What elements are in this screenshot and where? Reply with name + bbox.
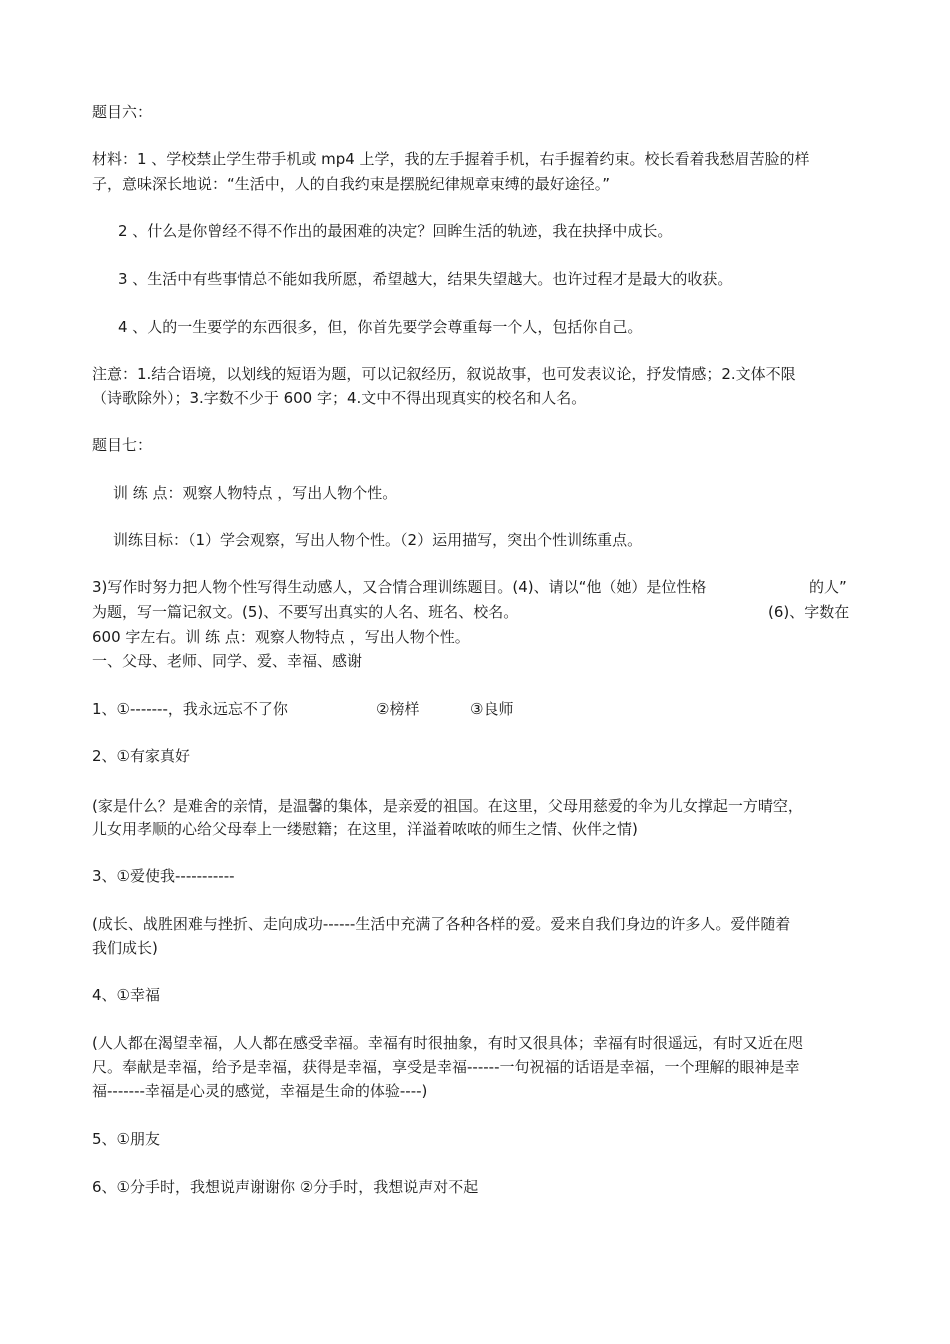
requirements-line-1-end: 的人” bbox=[809, 578, 847, 596]
item-2-title: 2、①有家真好 bbox=[92, 747, 190, 765]
item-4-note-line-2: 尺。奉献是幸福，给予是幸福，获得是幸福，享受是幸福------一句祝福的话语是幸福，一个理解的眼神是幸 bbox=[92, 1058, 800, 1076]
material-2: 2 、什么是你曾经不得不作出的最困难的决定？回眸生活的轨迹，我在抉择中成长。 bbox=[118, 222, 673, 240]
item-3-note-line-1: (成长、战胜困难与挫折、走向成功------生活中充满了各种各样的爱。爱来自我们身边的许多人。爱伴随着 bbox=[92, 915, 791, 933]
item-3-note-line-2: 我们成长) bbox=[92, 939, 158, 957]
requirements-line-2-start: 为题，写一篇记叙文。(5)、不要写出真实的人名、班名、校名。 bbox=[92, 603, 519, 621]
training-goal: 训练目标：（1）学会观察，写出人物个性。（2）运用描写，突出个性训练重点。 bbox=[113, 531, 643, 549]
item-2-note-line-1: (家是什么？是难舍的亲情，是温馨的集体，是亲爱的祖国。在这里，父母用慈爱的伞为儿女撑起一方晴空， bbox=[92, 797, 803, 815]
item-1-title-a: 1、①-------，我永远忘不了你 bbox=[92, 700, 288, 718]
requirements-line-1-start: 3)写作时努力把人物个性写得生动感人，又合情合理训练题目。(4)、请以“他（她）是位性格 bbox=[92, 578, 707, 596]
item-4-title: 4、①幸福 bbox=[92, 986, 160, 1004]
material-1-line-1: 材料：1 、学校禁止学生带手机或 mp4 上学，我的左手握着手机，右手握着约束。校长看着我愁眉苦脸的样 bbox=[92, 150, 810, 168]
topic-seven-title: 题目七： bbox=[92, 436, 153, 454]
item-6-title: 6、①分手时，我想说声谢谢你 ②分手时，我想说声对不起 bbox=[92, 1178, 479, 1196]
material-4: 4 、人的一生要学的东西很多，但，你首先要学会尊重每一个人，包括你自己。 bbox=[118, 318, 643, 336]
note-line-2: （诗歌除外）；3.字数不少于 600 字；4.文中不得出现真实的校名和人名。 bbox=[92, 389, 587, 407]
item-1-title-b: ②榜样 bbox=[376, 700, 420, 718]
item-5-title: 5、①朋友 bbox=[92, 1130, 160, 1148]
material-1-line-2: 子，意味深长地说：“生活中，人的自我约束是摆脱纪律规章束缚的最好途径。” bbox=[92, 175, 611, 193]
note-line-1: 注意：1.结合语境，以划线的短语为题，可以记叙经历，叙说故事，也可发表议论，抒发情感；2.文体不限 bbox=[92, 365, 796, 383]
item-3-title: 3、①爱使我----------- bbox=[92, 867, 235, 885]
item-1-title-c: ③良师 bbox=[470, 700, 514, 718]
item-4-note-line-1: (人人都在渴望幸福，人人都在感受幸福。幸福有时很抽象，有时又很具体；幸福有时很遥远，有时又近在咫 bbox=[92, 1034, 803, 1052]
topic-six-title: 题目六： bbox=[92, 103, 153, 121]
requirements-line-3: 600 字左右。训 练 点：观察人物特点 ，写出人物个性。 bbox=[92, 628, 470, 646]
material-3: 3 、生活中有些事情总不能如我所愿，希望越大，结果失望越大。也许过程才是最大的收获。 bbox=[118, 270, 733, 288]
item-4-note-line-3: 福-------幸福是心灵的感觉，幸福是生命的体验----) bbox=[92, 1082, 428, 1100]
training-point: 训 练 点：观察人物特点 ，写出人物个性。 bbox=[113, 484, 398, 502]
item-2-note-line-2: 儿女用孝顺的心给父母奉上一缕慰籍；在这里，洋溢着哝哝的师生之情、伙伴之情) bbox=[92, 820, 638, 838]
requirements-line-2-end: (6)、字数在 bbox=[768, 603, 850, 621]
section-one-heading: 一、父母、老师、同学、爱、幸福、感谢 bbox=[92, 652, 363, 670]
